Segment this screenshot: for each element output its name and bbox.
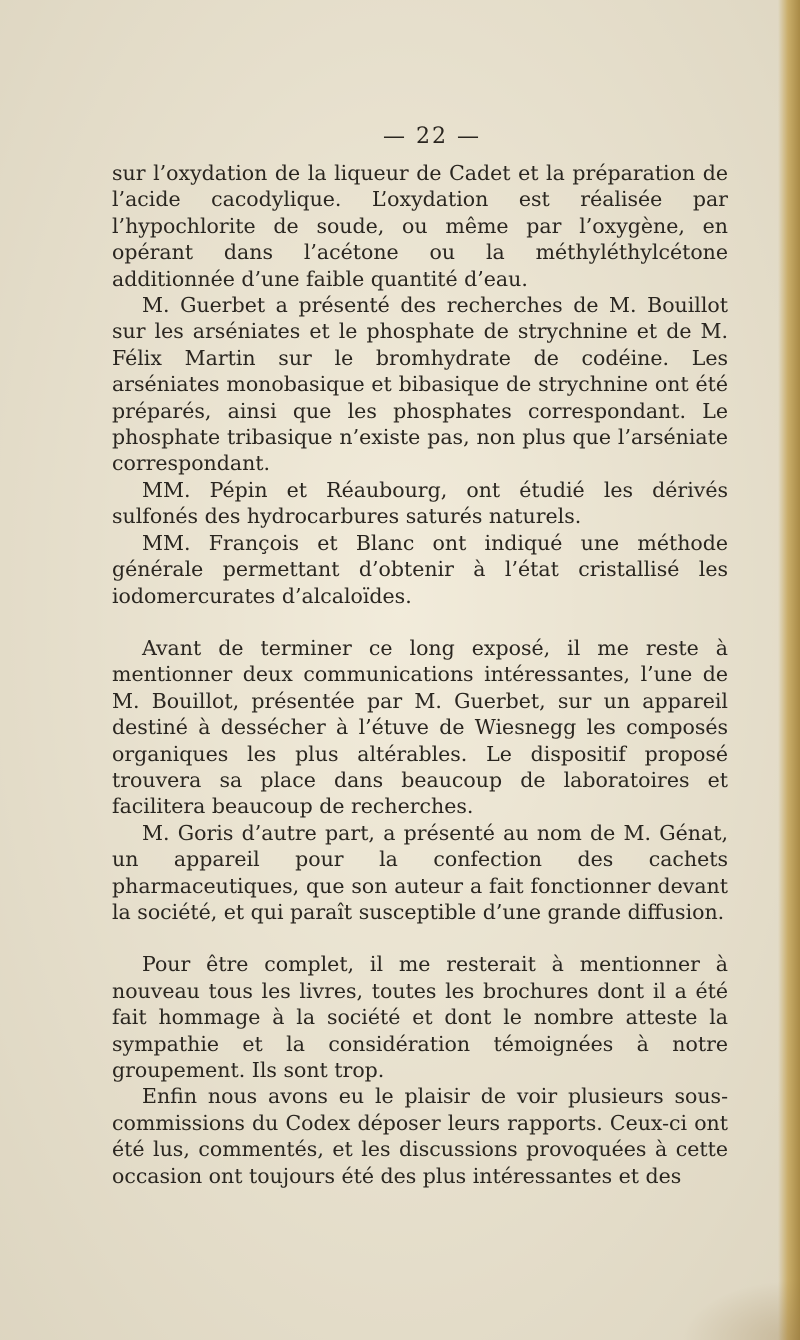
paragraph-cadet-liquor: sur l’oxydation de la liqueur de Cadet et la préparation de l’acide cacodylique. L’oxydation est réalisée par l’hypochlorite de soude, ou même par l’oxygène, en opérant dans l’acétone ou la méthyléthylcétone additionnée d’une faible quantité d’eau. <box>112 161 728 291</box>
paragraph-guerbet-arseniates: M. Guerbet a présenté des recherches de M. Bouillot sur les arséniates et le phosphate de strychnine et de M. Félix Martin sur le bromhydrate de codéine. Les arséniates monobasique et bibasique de strychnine ont été préparés, ainsi que les phosphates correspondant. Le phosphate tribasique n’existe pas, non plus que l’arséniate correspondant. <box>112 293 728 476</box>
paragraph-livres-brochures: Pour être complet, il me resterait à mentionner à nouveau tous les livres, toutes les brochures dont il a été fait hommage à la société et dont le nombre atteste la sympathie et la considération témoignées à notre groupement. Ils sont trop. <box>112 952 728 1082</box>
page-number: — 22 — <box>383 124 481 149</box>
paragraph-communications: Avant de terminer ce long exposé, il me reste à mentionner deux communications intéressantes, l’une de M. Bouillot, présentée par M. Guerbet, sur un appareil destiné à dessécher à l’étuve de Wiesnegg les composés organiques les plus altérables. Le dispositif proposé trouvera sa place dans beaucoup de laboratoires et facilitera beaucoup de recherches. <box>112 635 728 819</box>
paragraph-pepin-reaubourg: MM. Pépin et Réaubourg, ont étudié les dérivés sulfonés des hydrocarbures saturés naturels. <box>112 477 728 529</box>
paragraph-goris-genat: M. Goris d’autre part, a présenté au nom de M. Génat, un appareil pour la confection des cachets pharmaceutiques, que son auteur a fait fonctionner devant la société, et qui paraît susceptible d’une grande diffusion. <box>112 820 728 924</box>
page-corner-stain <box>680 1280 800 1340</box>
paragraph-codex-commissions: Enfin nous avons eu le plaisir de voir plusieurs sous-commissions du Codex déposer leurs rapports. Ceux-ci ont été lus, commentés, et les discussions provoquées à cette occasion ont toujours été des plus intéressantes et des <box>112 1084 728 1188</box>
paragraph-francois-blanc: MM. François et Blanc ont indiqué une méthode générale permettant d’obtenir à l’état cristallisé les iodomercurates d’alcaloïdes. <box>112 530 728 608</box>
page-text-block <box>112 122 728 1189</box>
page-edge-shadow <box>778 0 800 1340</box>
